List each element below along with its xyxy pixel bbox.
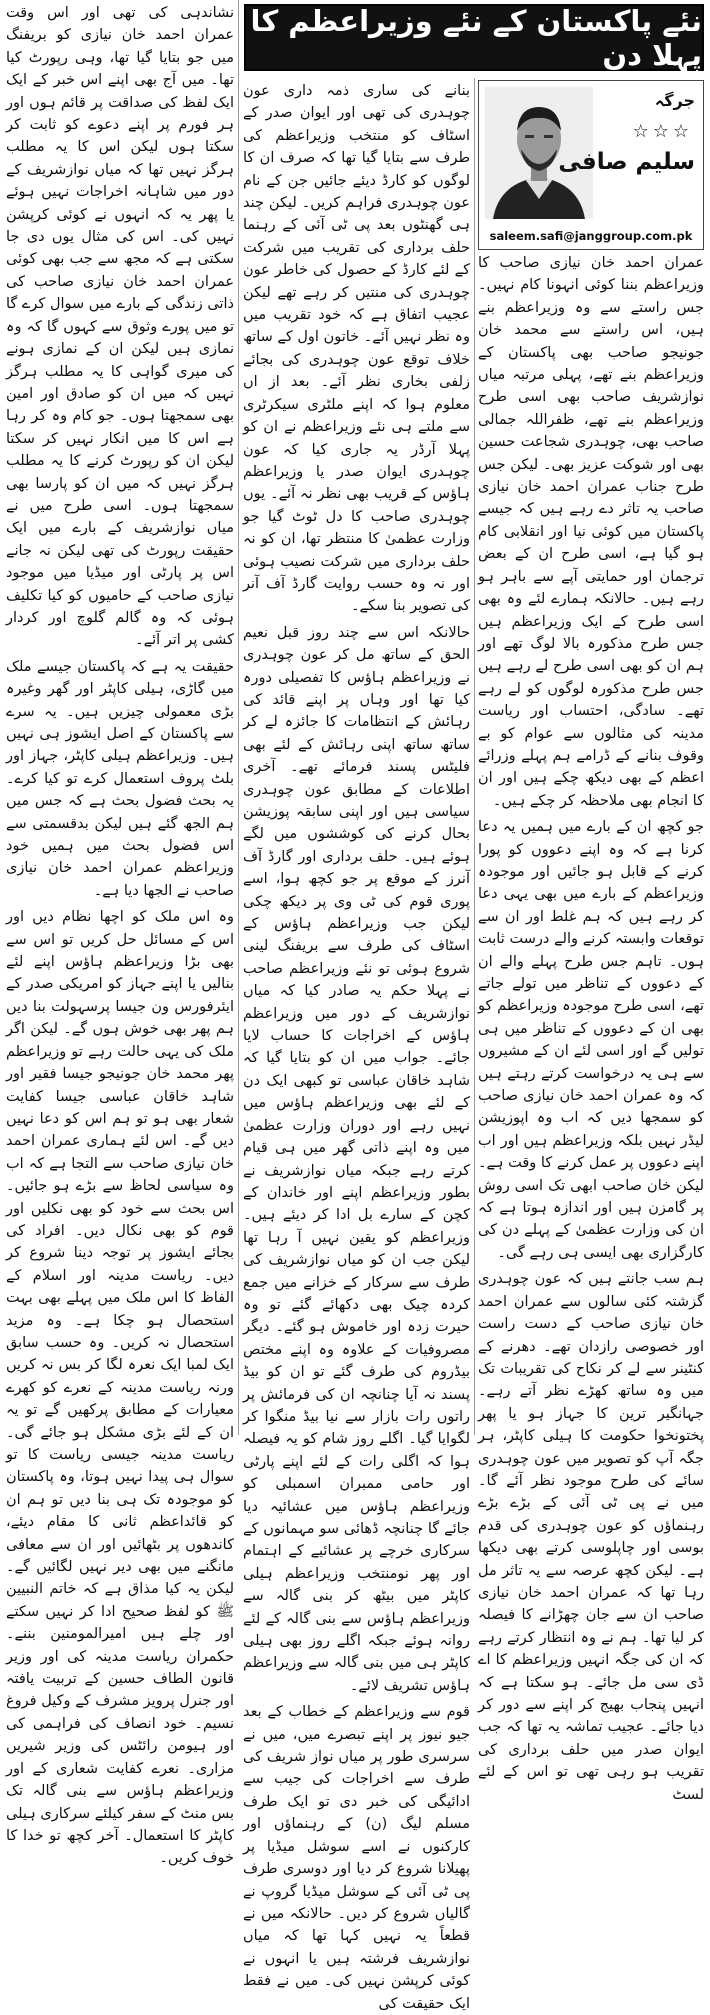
paragraph: قوم سے وزیراعظم کے خطاب کے بعد جیو نیوز پر اپنے تبصرے میں، میں نے سرسری طور پر میاں نواز شریف کی طرف سے اخراجات کی جیب سے ادائیگی کی خبر دی تو ایک طرف مسلم لیگ (ن) کے رہنماؤں اور کارکنوں نے اسے سوشل میڈیا پر پھیلانا شروع کر دیا اور دوسری طرف پی ٹی آئی کے سوشل میڈیا گروپ نے گالیاں شروع کر دیں۔ حالانکہ میں نے قطعاً یہ نہیں کہا تھا کہ میاں نوازشریف فرشتہ ہیں یا انہوں نے کوئی کرپشن نہیں کی۔ میں نے فقط ایک حقیقت کی — [243, 1704, 470, 2012]
paragraph: بنانے کی ساری ذمہ داری عون چوہدری کی تھی اور ایوان صدر کے اسٹاف کو منتخب وزیراعظم کی طرف سے بتایا گیا تھا کہ صرف ان کا لوگوں کو کارڈ دیئے جائیں جن کے نام عون چوہدری فراہم کریں۔ لیکن چند ہی گھنٹوں بعد پی ٹی آئی کے رہنما حلف برداری کی تقریب میں شرکت کے لئے کارڈ کے حصول کی خاطر عون چوہدری کی منتیں کر رہے تھے لیکن عجیب اتفاق ہے کہ خود تقریب میں وہ نظر نہیں آئے۔ خاتون اول کے ساتھ خلاف توقع عون چوہدری کی بجائے زلفی بخاری نظر آئے۔ بعد از اں معلوم ہوا کہ اپنے ملٹری سیکرٹری سے ملتے ہی نئے وزیراعظم نے ان کو پہلا آرڈر یہ جاری کیا کہ عون چوہدری ایوان صدر یا وزیراعظم ہاؤس کے قریب بھی نظر نہ آئے۔ یوں چوہدری صاحب کا دل ٹوٹ گیا جو وزارت عظمیٰ کا منتظر تھا، ان کو نہ حلف برداری میں شرکت نصیب ہوئی اور نہ وہ حسب روایت گارڈ آف آنر کی تصویر بنا سکے۔ — [243, 83, 470, 615]
paragraph: حقیقت یہ ہے کہ پاکستان جیسے ملک میں گاڑی، ہیلی کاپٹر اور گھر وغیرہ بڑی معمولی چیزیں ہیں۔ یہ سرے سے پاکستان کے اصل ایشوز ہی نہیں ہیں۔ وزیراعظم ہیلی کاپٹر، جہاز اور بلٹ پروف استعمال کرے تو کیا کرے۔ یہ بحث فضول بحث ہے کہ جس میں ہم الجھ گئے ہیں لیکن بدقسمتی سے اس فضول بحث میں ہمیں خود وزیراعظم عمران احمد خان نیازی صاحب نے الجھا دیا ہے۔ — [6, 658, 234, 899]
column-name: جرگہ — [654, 91, 695, 110]
author-byline-box — [478, 80, 704, 250]
paragraph: ہم سب جانتے ہیں کہ عون چوہدری گزشتہ کئی سالوں سے عمران احمد خان نیازی صاحب کے دست راست اور خصوصی رازدان تھے۔ دھرنے کے کنٹینر سے لے کر نکاح کی تقریبات تک میں وہ ساتھ کھڑے نظر آتے رہے۔ جہانگیر ترین کا جہاز ہو یا پھر پختونخوا حکومت کا ہیلی کاپٹر، ہر جگہ آپ کو تصویر میں عون چوہدری سائے کی طرح موجود نظر آئے گا۔ میں نے پی ٹی آئی کے بڑے بڑے رہنماؤں کو عون چوہدری کی قدم بوسی اور چاپلوسی کرتے بھی دیکھا ہے۔ لیکن کچھ عرصہ سے یہ تاثر مل رہا تھا کہ عمران احمد خان نیازی صاحب ان سے جان چھڑانے کا فیصلہ کر لیا تھا۔ ہم نے وہ انتظار کرتے رہے کہ ان کی جگہ انہیں وزیراعظم کا اے ڈی سی مل جائے۔ ہو سکتا ہے کہ انہیں پنجاب بھیج کر اپنے سے دور کر دیا جائے۔ عجیب تماشہ یہ تھا کہ جب ایوان صدر میں حلف برداری کی تقریب ہو رہی تھی تو اس کے لئے لسٹ — [478, 1271, 704, 1803]
paragraph: حالانکہ اس سے چند روز قبل نعیم الحق کے ساتھ مل کر عون چوہدری نے وزیراعظم ہاؤس کا تفصیلی دورہ کیا تھا اور وہاں پر اپنے قائد کی رہائش کے انتظامات کا جائزہ لے کر ساتھ ساتھ اپنی رہائش کے لئے بھی فلیٹس پسند فرمائے تھے۔ آخری اطلاعات کے مطابق عون چوہدری سیاسی ہیں اور اپنی سابقہ پوزیشن بحال کرنے کی کوششوں میں لگے ہوئے ہیں۔ حلف برداری اور گارڈ آف آنرز کے موقع پر جو کچھ ہوا، اسے پوری قوم کی ٹی وی پر دیکھ چکی لیکن جب وزیراعظم ہاؤس کے اسٹاف کی طرف سے بریفنگ لینی شروع ہوئی تو نئے وزیراعظم صاحب نے پہلا حکم یہ صادر کیا کہ میاں نوازشریف کے دور میں وزیراعظم ہاؤس کے اخراجات کا حساب لایا جائے۔ جواب میں ان کو بتایا گیا کہ شاہد خاقان عباسی تو کبھی ایک دن کے لئے بھی وزیراعظم ہاؤس میں نہیں رہے اور دوران وزارت عظمیٰ میں وہ اپنے ذاتی گھر میں ہی قیام کرتے رہے جبکہ میاں نوازشریف نے بطور وزیراعظم اپنے اور خاندان کے کچن کے سارے بل ادا کر دیئے ہیں۔ وزیراعظم کو یقین نہیں آ رہا تھا لیکن جب ان کو میاں نوازشریف کی طرف سے سرکار کے خزانے میں جمع کردہ چیک بھی دکھائے گئے تو وہ حیرت زدہ اور خاموش ہو گئے۔ دیگر مصروفیات کے علاوہ وہ اپنے مختص بیڈروم کی طرف گئے تو ان کو بیڈ پسند نہ آیا چنانچہ ان کی فرمائش پر راتوں رات بازار سے نیا بیڈ منگوا کر لگوایا گیا۔ اگلے روز شام کو یہ فیصلہ ہوا کہ اگلی رات کے لئے اپنے پارٹی اور حامی ممبران اسمبلی کو وزیراعظم ہاؤس میں عشائیہ دیا جائے گا چنانچہ ڈھائی سو مہمانوں کے سرکاری خرچے پر عشائیے کے اہتمام اور پھر نومنتخب وزیراعظم ہیلی کاپٹر میں بیٹھ کر بنی گالہ سے وزیراعظم ہاؤس سے بنی گالہ کے لئے روانہ ہوئے جبکہ اگلے روز بھی ہیلی کاپٹر ہی میں بنی گالہ سے وزیراعظم ہاؤس تشریف لائے۔ — [243, 624, 470, 1694]
paragraph: وہ اس ملک کو اچھا نظام دیں اور اس کے مسائل حل کریں تو اس سے بھی بڑا وزیراعظم ہاؤس اپنے لئے بنالیں یا اپنے جہاز کو امریکی صدر کے ایئرفورس ون جیسا پرسہولت بنا دیں ہم پھر بھی خوش ہوں گے۔ لیکن اگر ملک کی یہی حالت رہے تو وزیراعظم پھر محمد خان جونیجو جیسا فقیر اور شاہد خاقان عباسی جیسا کفایت شعار بھی ہو تو ہم اس کو دعا نہیں دیں گے۔ اس لئے ہماری عمران احمد خان نیازی صاحب سے التجا ہے کہ اب وہ سیاسی لحاظ سے بڑے ہو جائیں۔ اس بحث سے خود کو بھی نکلیں اور قوم کو بھی نکال دیں۔ افراد کی بجائے ایشوز پر توجہ دینا شروع کر دیں۔ ریاست مدینہ اور اسلام کے الفاظ کا اس ملک میں پہلے بھی بہت استحصال ہو چکا ہے۔ وہ مزید استحصال نہ کریں۔ وہ حسب سابق ایک لمبا ایک نعرہ لگا کر بس نہ کریں ورنہ ریاست مدینہ کے نعرے کو کھرے معیارات کے مطابق پرکھیں گے تو یہ ان کے لئے بڑی مشکل ہو جائے گی۔ ریاست مدینہ جیسی ریاست کا تو سوال ہی پیدا نہیں ہوتا، وہ پاکستان کو موجودہ تک ہی بنا دیں تو ہم ان کو قائداعظم ثانی کا مقام دیئے، کاندھوں پر بٹھائیں اور ان سے معافی مانگنے میں بھی دیر نہیں لگائیں گے۔ لیکن یہ کیا مذاق ہے کہ خاتم النبیین ﷺ کو لفظ صحیح ادا کر نہیں سکتے اور چلے ہیں امیرالمومنین بننے۔ حکمران ریاست مدینہ کی اور وزیر قانون الطاف حسین کے تربیت یافتہ اور جنرل پرویز مشرف کے وکیل فروغ نسیم۔ خود انصاف کی فراہمی کی اور ہیومن رائٹس کی وزیر شیریں مزاری۔ نعرے کفایت شعاری کے اور وزیراعظم ہاؤس سے بنی گالہ تک بس منٹ کے سفر کیلئے سرکاری ہیلی کاپٹر کا استعمال۔ آخر کچھ تو خدا کا خوف کریں۔ — [6, 909, 234, 1867]
article-column-right — [478, 252, 704, 1803]
title-banner — [244, 4, 704, 71]
paragraph: جو کچھ ان کے بارے میں ہمیں یہ دعا کرنا ہے کہ وہ اپنے دعووں کو پورا کرنے کے قابل ہو جائیں اور موجودہ وزیراعظم کے بارے میں بھی یہی دعا کر رہے ہیں کہ ہم غلط اور ان سے توقعات وابستہ کرنے والے درست ثابت ہوں۔ تاہم جس طرح پہلے والے ان کے دعووں کے تناظر میں تولے جاتے تھے، اسی طرح موجودہ وزیراعظم کو بھی ان کے دعووں کے تناظر میں ہی تولیں گے اور اسی لئے ان کے مشیروں سے ہی یہ درخواست کرتے رہتے ہیں کہ وہ عمران احمد خان نیازی صاحب کو سمجھا دیں کہ اب وہ اپوزیشن لیڈر نہیں بلکہ وزیراعظم ہیں اور اب اپنے دعووں پر عمل کرنے کا وقت ہے۔ لیکن خان صاحب ابھی تک اسی روش پر گامزن ہیں اور اندازہ ہوتا ہے کہ ان کی وزارت عظمیٰ کے پہلے دن کی کارگزاری بھی ایسی ہی رہے گی۔ — [478, 819, 704, 1261]
article-column-middle — [243, 80, 470, 2012]
column-divider — [238, 0, 239, 1435]
paragraph: نشاندہی کی تھی اور اس وقت عمران احمد خان نیازی کو بریفنگ میں جو بتایا گیا تھا، وہی رپورٹ کیا تھا۔ میں آج بھی اپنے اس خبر کے ایک ایک لفظ کی صداقت پر قائم ہوں اور ہر فورم پر اپنے دعوے کو ثابت کر سکتا ہوں لیکن اس کا یہ مطلب ہرگز نہیں تھا کہ میاں نوازشریف کے دور میں شاہانہ اخراجات نہیں ہوئے یا پھر یہ کہ انہوں نے کوئی کرپشن نہیں کی۔ اس کی مثال یوں دی جا سکتی ہے کہ مجھ سے جب بھی کوئی عمران احمد خان نیازی صاحب کی ذاتی زندگی کے بارے میں سوال کرے گا تو میں پورے وثوق سے کہوں گا کہ وہ نمازی ہیں لیکن ان کے نمازی ہونے کی میری گواہی کا یہ مطلب ہرگز نہیں کہ میں ان کو صادق اور امین بھی سمجھتا ہوں۔ جو کام وہ کر رہا ہے اس کا میں انکار نہیں کر سکتا لیکن ان کو رپورٹ کرنے کا یہ مطلب ہرگز نہیں کہ میں ان کو پارسا بھی سمجھتا ہوں۔ اسی طرح میں نے میاں نوازشریف کے بارے میں ایک حقیقت رپورٹ کی تھی لیکن نہ جانے اس پر پارٹی اور میڈیا میں موجود نیازی صاحب کے حامیوں کو کیا تکلیف ہوئی کہ وہ گالم گلوچ اور کردار کشی پر اتر آئے۔ — [6, 5, 234, 649]
article-column-left — [6, 2, 234, 1867]
star-rating-icon: ☆☆☆ — [632, 121, 693, 142]
article-title: نئے پاکستان کے نئے وزیراعظم کا پہلا دن — [250, 3, 702, 72]
author-name: سلیم صافی — [558, 149, 695, 175]
author-email: saleem.safi@janggroup.com.pk — [489, 229, 693, 243]
paragraph: عمران احمد خان نیازی صاحب کا وزیراعظم بننا کوئی انہونا کام نہیں۔ جس راستے سے وہ وزیراعظم بنے ہیں، اس راستے سے محمد خان جونیجو صاحب بھی پاکستان کے وزیراعظم بنے تھے، پہلی مرتبہ میاں نوازشریف صاحب بھی اسی طرح وزیراعظم بنے تھے، ظفراللہ جمالی صاحب بھی، چوہدری شجاعت حسین بھی اور شوکت عزیز بھی۔ لیکن جس طرح جناب عمران احمد خان نیازی صاحب یہ تاثر دے رہے ہیں کہ جیسے پاکستان میں کوئی نیا اور انقلابی کام ہو گیا ہے، اسی طرح ان کے بعض ترجمان اور حمایتی آپے سے باہر ہو رہے ہیں۔ حالانکہ ہمارے لئے وہ بھی اسی طرح کے ایک وزیراعظم ہیں جس طرح مذکورہ بالا لوگ تھے اور ہم ان کو بھی اسی طرح لے رہے ہیں جس طرح مذکورہ لوگوں کو لے رہے تھے۔ سادگی، احتساب اور ریاست مدینہ کی مثالوں سے عوام کو بے وقوف بنانے کے ڈرامے ہم پہلے وزرائے اعظم کے بھی دیکھ چکے ہیں اور ان کا انجام بھی ملاحظہ کر چکے ہیں۔ — [478, 255, 704, 809]
column-divider — [474, 78, 475, 1435]
